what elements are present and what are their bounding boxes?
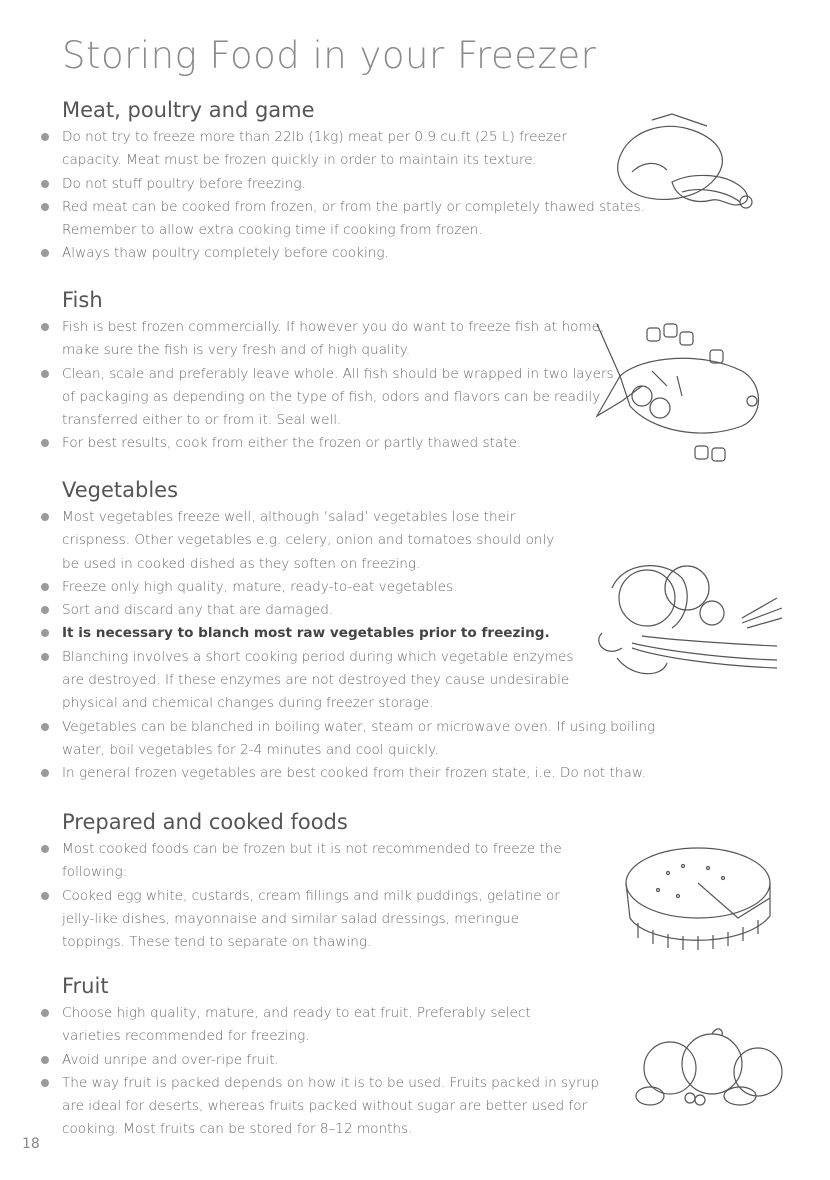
list-item: Most vegetables freeze well, although ‘salad’ vegetables lose their crispness. Other vegetables e.g. celery, onion and tomatoes should only be used in cooked dished as they soften on freezing. bbox=[62, 506, 562, 576]
bullet-icon bbox=[41, 370, 49, 378]
list-item: Always thaw poultry completely before cooking. bbox=[62, 242, 622, 265]
bullet-icon bbox=[41, 769, 49, 777]
section-prepared bbox=[62, 810, 622, 954]
vegetables-illustration bbox=[592, 548, 787, 688]
section-heading-fish: Fish bbox=[62, 288, 103, 312]
list-item: Avoid unripe and over-ripe fruit. bbox=[62, 1049, 622, 1072]
list-item: Do not stuff poultry before freezing. bbox=[62, 173, 622, 196]
list-item: In general frozen vegetables are best cooked from their frozen state, i.e. Do not thaw. bbox=[62, 762, 762, 785]
section-heading-vegetables: Vegetables bbox=[62, 478, 179, 502]
section-heading-prepared: Prepared and cooked foods bbox=[62, 810, 348, 834]
section-heading-fruit: Fruit bbox=[62, 974, 109, 998]
bullet-icon bbox=[41, 133, 49, 141]
list-item: Most cooked foods can be frozen but it is not recommended to freeze the following: bbox=[62, 838, 592, 885]
list-item: Vegetables can be blanched in boiling water, steam or microwave oven. If using boiling water, boil vegetables for 2-4 minutes and cool quickly. bbox=[62, 716, 662, 763]
bullet-icon bbox=[41, 513, 49, 521]
list-item: Freeze only high quality, mature, ready-to-eat vegetables. bbox=[62, 576, 632, 599]
list-item: Cooked egg white, custards, cream fillings and milk puddings, gelatine or jelly-like dishes, mayonnaise and similar salad dressings, meringue toppings. These tend to separate on thawing. bbox=[62, 885, 582, 955]
list-item: The way fruit is packed depends on how it is to be used. Fruits packed in syrup are ideal for deserts, whereas fruits packed without sugar are better used for cooking. Most fruits can be stored for 8–12 months. bbox=[62, 1072, 622, 1142]
bullet-icon bbox=[41, 723, 49, 731]
list-item: Clean, scale and preferably leave whole. All fish should be wrapped in two layers of packaging as depending on the type of fish, odors and flavors can be readily transferred either to or from it. Seal well. bbox=[62, 363, 622, 433]
bullet-icon bbox=[41, 1079, 49, 1087]
list-item: Do not try to freeze more than 22lb (1kg) meat per 0.9 cu.ft (25 L) freezer capacity. Meat must be frozen quickly in order to maintain its texture. bbox=[62, 126, 622, 173]
bullet-icon bbox=[41, 439, 49, 447]
list-item-emphasis: It is necessary to blanch most raw vegetables prior to freezing. bbox=[62, 622, 632, 645]
bullet-icon bbox=[41, 606, 49, 614]
section-meat bbox=[62, 98, 645, 266]
section-fruit bbox=[62, 974, 622, 1142]
section-vegetables bbox=[62, 478, 656, 786]
list-item: Choose high quality, mature, and ready to eat fruit. Preferably select varieties recommended for freezing. bbox=[62, 1002, 582, 1049]
bullet-icon bbox=[41, 892, 49, 900]
section-fish bbox=[62, 288, 622, 456]
section-heading-meat: Meat, poultry and game bbox=[62, 98, 315, 122]
bullet-icon bbox=[41, 583, 49, 591]
fish-and-ice-cubes-illustration bbox=[592, 316, 772, 471]
fruit-illustration bbox=[630, 1028, 785, 1110]
bullet-icon bbox=[41, 203, 49, 211]
list-item: Blanching involves a short cooking period during which vegetable enzymes are destroyed. If these enzymes are not destroyed they cause undesirable physical and chemical changes during freezer storage. bbox=[62, 646, 582, 716]
bullet-icon bbox=[41, 1056, 49, 1064]
bullet-icon bbox=[41, 249, 49, 257]
list-item: Fish is best frozen commercially. If however you do want to freeze fish at home, make sure the fish is very fresh and of high quality. bbox=[62, 316, 622, 363]
bullet-icon bbox=[41, 1009, 49, 1017]
list-item: Red meat can be cooked from frozen, or from the partly or completely thawed states. Remember to allow extra cooking time if cooking from frozen. bbox=[62, 196, 662, 243]
bullet-icon bbox=[41, 845, 49, 853]
quiche-tart-illustration bbox=[618, 838, 783, 956]
bullet-icon bbox=[41, 653, 49, 661]
bullet-icon bbox=[41, 629, 49, 637]
page-title: Storing Food in your Freezer bbox=[62, 34, 597, 77]
page-number: 18 bbox=[22, 1136, 40, 1152]
list-item: For best results, cook from either the frozen or partly thawed state. bbox=[62, 432, 622, 455]
bullet-icon bbox=[41, 180, 49, 188]
bullet-icon bbox=[41, 323, 49, 331]
poultry-drumsticks-illustration bbox=[612, 112, 757, 217]
list-item: Sort and discard any that are damaged. bbox=[62, 599, 632, 622]
